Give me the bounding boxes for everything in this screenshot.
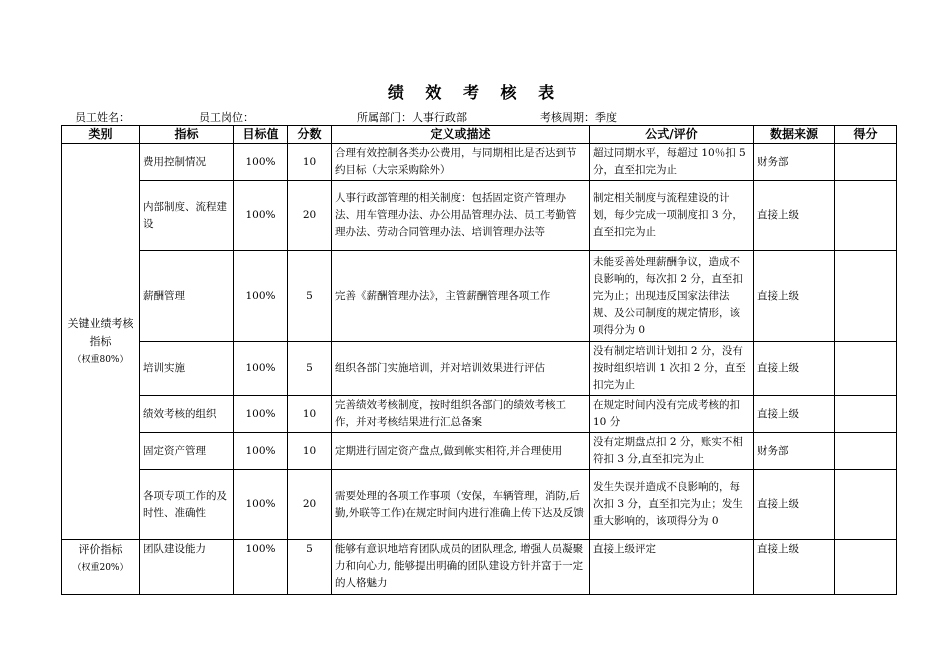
source-cell: 直接上级: [754, 396, 835, 433]
source-cell: 财务部: [754, 433, 835, 470]
indicator-cell: 绩效考核的组织: [140, 396, 234, 433]
score-cell: 10: [288, 144, 332, 181]
score-cell: 10: [288, 433, 332, 470]
source-cell: 直接上级: [754, 470, 835, 540]
col-header-result: 得分: [835, 126, 897, 144]
category-eval-weight: （权重20%）: [72, 563, 129, 573]
result-cell: [835, 181, 897, 251]
table-row: [62, 433, 897, 470]
target-cell: 100%: [234, 433, 288, 470]
source-cell: 直接上级: [754, 181, 835, 251]
description-cell: 完善《薪酬管理办法》，主管薪酬管理各项工作: [332, 251, 590, 342]
category-eval: [62, 540, 140, 595]
result-cell: [835, 342, 897, 396]
formula-cell: 未能妥善处理薪酬争议，造成不良影响的，每次扣 2 分，直至扣完为止；出现违反国家法律法规、及公司制度的规定情形，该项得分为 0: [590, 251, 754, 342]
page-title: 绩 效 考 核 表: [387, 83, 563, 102]
table-row: [62, 396, 897, 433]
category-eval-name: 评价指标: [78, 543, 123, 556]
description-cell: 组织各部门实施培训，并对培训效果进行评估: [332, 342, 590, 396]
department-label: 所属部门：人事行政部: [357, 111, 467, 124]
formula-cell: 直接上级评定: [590, 540, 754, 595]
col-header-indicator: 指标: [140, 126, 234, 144]
result-cell: [835, 251, 897, 342]
indicator-cell: 薪酬管理: [140, 251, 234, 342]
col-header-score: 分数: [288, 126, 332, 144]
result-cell: [835, 433, 897, 470]
result-cell: [835, 540, 897, 595]
formula-cell: 制定相关制度与流程建设的计划，每少完成一项制度扣 3 分，直至扣完为止: [590, 181, 754, 251]
result-cell: [835, 396, 897, 433]
col-header-source: 数据来源: [754, 126, 835, 144]
target-cell: 100%: [234, 342, 288, 396]
score-cell: 20: [288, 181, 332, 251]
description-cell: 合理有效控制各类办公费用，与同期相比是否达到节约目标（大宗采购除外）: [332, 144, 590, 181]
source-cell: 直接上级: [754, 251, 835, 342]
formula-cell: 超过同期水平，每超过 10％扣 5 分，直至扣完为止: [590, 144, 754, 181]
target-cell: 100%: [234, 540, 288, 595]
score-cell: 20: [288, 470, 332, 540]
header-row: [62, 126, 897, 144]
target-cell: 100%: [234, 251, 288, 342]
source-cell: 直接上级: [754, 540, 835, 595]
indicator-cell: 固定资产管理: [140, 433, 234, 470]
appraisal-table: [61, 125, 897, 595]
category-kpi-weight: （权重80%）: [72, 354, 129, 365]
category-kpi: [62, 144, 140, 540]
employee-post-label: 员工岗位：: [199, 111, 254, 124]
formula-cell: 在规定时间内没有完成考核的扣 10 分: [590, 396, 754, 433]
indicator-cell: 团队建设能力: [140, 540, 234, 595]
table-row: [62, 144, 897, 181]
target-cell: 100%: [234, 470, 288, 540]
col-header-formula: 公式/评价: [590, 126, 754, 144]
description-cell: 能够有意识地培育团队成员的团队理念, 增强人员凝聚力和向心力, 能够提出明确的团队建设方针并富于一定的人格魅力: [332, 540, 590, 595]
formula-cell: 没有制定培训计划扣 2 分，没有按时组织培训 1 次扣 2 分，直至扣完为止: [590, 342, 754, 396]
score-cell: 10: [288, 396, 332, 433]
indicator-cell: 各项专项工作的及时性、准确性: [140, 470, 234, 540]
indicator-cell: 费用控制情况: [140, 144, 234, 181]
source-cell: 财务部: [754, 144, 835, 181]
employee-name-label: 员工姓名：: [75, 111, 130, 124]
score-cell: 5: [288, 342, 332, 396]
formula-cell: 发生失误并造成不良影响的，每次扣 3 分，直至扣完为止；发生重大影响的，该项得分为 0: [590, 470, 754, 540]
target-cell: 100%: [234, 144, 288, 181]
indicator-cell: 培训实施: [140, 342, 234, 396]
target-cell: 100%: [234, 396, 288, 433]
description-cell: 定期进行固定资产盘点,做到帐实相符,并合理使用: [332, 433, 590, 470]
table-row: [62, 342, 897, 396]
col-header-description: 定义或描述: [332, 126, 590, 144]
col-header-category: 类别: [62, 126, 140, 144]
table-row: [62, 540, 897, 595]
formula-cell: 没有定期盘点扣 2 分，账实不相符扣 3 分,直至扣完为止: [590, 433, 754, 470]
description-cell: 完善绩效考核制度，按时组织各部门的绩效考核工作，并对考核结果进行汇总备案: [332, 396, 590, 433]
result-cell: [835, 144, 897, 181]
target-cell: 100%: [234, 181, 288, 251]
score-cell: 5: [288, 540, 332, 595]
result-cell: [835, 470, 897, 540]
score-cell: 5: [288, 251, 332, 342]
col-header-target: 目标值: [234, 126, 288, 144]
table-row: [62, 181, 897, 251]
table-row: [62, 470, 897, 540]
period-label: 考核周期：季度: [540, 111, 617, 124]
source-cell: 直接上级: [754, 342, 835, 396]
category-kpi-name: 关键业绩考核指标: [67, 316, 134, 348]
description-cell: 需要处理的各项工作事项（安保，车辆管理，消防,后勤,外联等工作)在规定时间内进行准确上传下达及反馈: [332, 470, 590, 540]
description-cell: 人事行政部管理的相关制度：包括固定资产管理办法、用车管理办法、办公用品管理办法、员工考勤管理办法、劳动合同管理办法、培训管理办法等: [332, 181, 590, 251]
table-row: [62, 251, 897, 342]
indicator-cell: 内部制度、流程建设: [140, 181, 234, 251]
